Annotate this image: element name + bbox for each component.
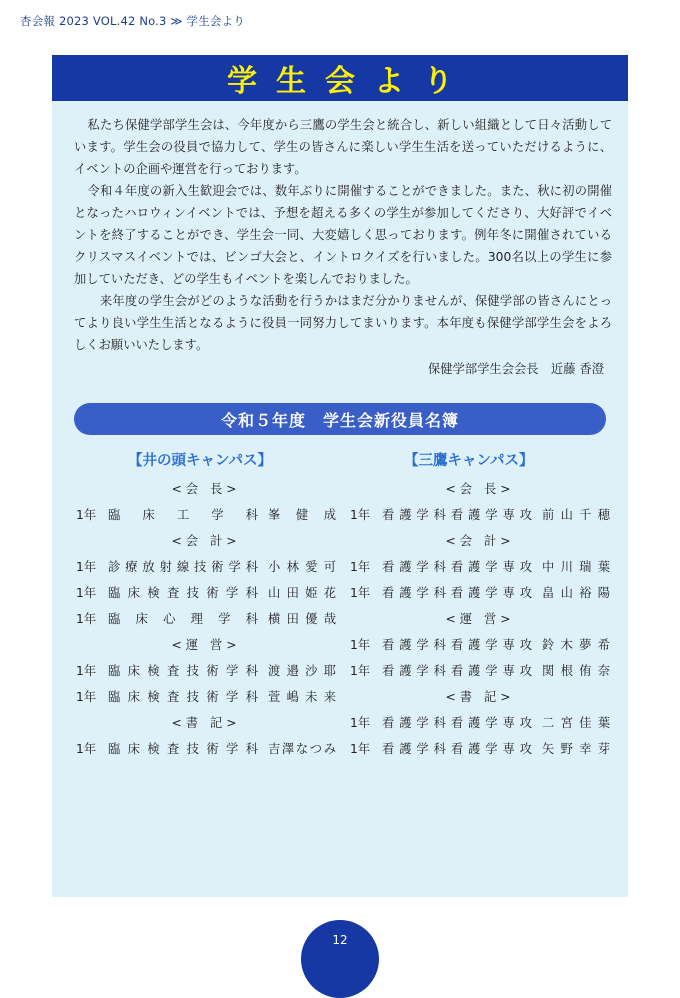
member-department: 診療放射線技術学科 bbox=[108, 560, 258, 574]
member-name: 畠山裕陽 bbox=[542, 586, 610, 600]
spacer bbox=[258, 584, 268, 610]
member-department: 看護学科看護学専攻 bbox=[382, 586, 532, 600]
spacer bbox=[258, 662, 268, 688]
member-row bbox=[76, 688, 336, 714]
member-grade: 1年 bbox=[350, 664, 371, 678]
article-paragraph: 来年度の学生会がどのような活動を行うかはまだ分かりませんが、保健学部の皆さんにとってより良い学生生活となるように役員一同努力してまいります。本年度も保健学部学生会をよろしくお願いいたします。 bbox=[74, 294, 612, 352]
article-signature: 保健学部学生会会長 近藤 香澄 bbox=[427, 362, 604, 376]
campus-heading-mitaka: 【三鷹キャンパス】 bbox=[404, 453, 534, 469]
role-heading: <会 長> bbox=[171, 482, 241, 496]
member-department: 臨床検査技術学科 bbox=[108, 586, 258, 600]
member-row bbox=[76, 558, 336, 584]
member-row bbox=[76, 584, 336, 610]
member-department: 看護学科看護学専攻 bbox=[382, 742, 532, 756]
member-row bbox=[76, 662, 336, 688]
article-body bbox=[74, 114, 612, 380]
roster-title bbox=[74, 403, 606, 435]
member-grade: 1年 bbox=[350, 638, 371, 652]
spacer bbox=[258, 558, 268, 584]
member-grade: 1年 bbox=[76, 664, 97, 678]
roster-column-mitaka bbox=[350, 480, 610, 766]
section-banner bbox=[52, 55, 628, 101]
member-name: 渡邉沙耶 bbox=[268, 664, 336, 678]
spacer bbox=[532, 558, 542, 584]
campus-heading-inokashira: 【井の頭キャンパス】 bbox=[128, 453, 272, 469]
spacer bbox=[532, 636, 542, 662]
member-name: 横田優哉 bbox=[268, 612, 336, 626]
spacer bbox=[532, 662, 542, 688]
member-grade: 1年 bbox=[76, 560, 97, 574]
member-name: 峯健成 bbox=[268, 508, 336, 522]
member-name: 中川瑞葉 bbox=[542, 560, 610, 574]
member-grade: 1年 bbox=[350, 508, 371, 522]
member-department: 臨床検査技術学科 bbox=[108, 664, 258, 678]
spacer bbox=[258, 506, 268, 532]
member-name: 前山千穂 bbox=[542, 508, 610, 522]
article-paragraph: 令和４年度の新入生歓迎会では、数年ぶりに開催することができました。また、秋に初の開催となったハロウィンイベントでは、予想を超える多くの学生が参加してくださり、大好評でイベントを終了することができ、学生会一同、大変嬉しく思っております。例年冬に開催されているクリスマスイベントでは、ビンゴ大会と、イントロクイズを行いました。300名以上の学生に参加していただき、どの学生もイベントを楽しんでおりました。 bbox=[74, 184, 612, 286]
member-department: 看護学科看護学専攻 bbox=[382, 638, 532, 652]
article-paragraph: 私たち保健学部学生会は、今年度から三鷹の学生会と統合し、新しい組織として日々活動しています。学生会の役員で協力して、学生の皆さんに楽しい学生生活を送っていただけるように、イベントの企画や運営を行っております。 bbox=[74, 118, 612, 176]
breadcrumb[interactable]: 杏会報 2023 VOL.42 No.3 ≫ 学生会より bbox=[20, 14, 246, 28]
member-grade: 1年 bbox=[76, 690, 97, 704]
member-row bbox=[350, 584, 610, 610]
section-title: 学生会より bbox=[227, 64, 472, 99]
member-name: 萱嶋未来 bbox=[268, 690, 336, 704]
member-grade: 1年 bbox=[76, 508, 97, 522]
member-department: 看護学科看護学専攻 bbox=[382, 716, 532, 730]
page-number-tab bbox=[301, 920, 379, 998]
member-row bbox=[76, 740, 336, 766]
role-heading: <会 計> bbox=[171, 534, 241, 548]
roster-column-inokashira bbox=[76, 480, 336, 766]
spacer bbox=[532, 714, 542, 740]
member-grade: 1年 bbox=[350, 742, 371, 756]
spacer bbox=[532, 506, 542, 532]
member-row bbox=[350, 662, 610, 688]
member-name: 二宮佳葉 bbox=[542, 716, 610, 730]
spacer bbox=[258, 688, 268, 714]
roster-title-text: 令和５年度 学生会新役員名簿 bbox=[220, 410, 459, 430]
member-department: 看護学科看護学専攻 bbox=[382, 560, 532, 574]
member-row bbox=[350, 740, 610, 766]
member-department: 臨床心理学科 bbox=[108, 612, 258, 626]
member-row bbox=[76, 610, 336, 636]
member-name: 吉澤なつみ bbox=[268, 742, 336, 756]
spacer bbox=[258, 610, 268, 636]
member-department: 臨床検査技術学科 bbox=[108, 742, 258, 756]
member-row bbox=[350, 636, 610, 662]
role-heading: <運 営> bbox=[445, 612, 515, 626]
member-name: 小林愛可 bbox=[268, 560, 336, 574]
member-grade: 1年 bbox=[76, 742, 97, 756]
role-heading: <書 記> bbox=[445, 690, 515, 704]
spacer bbox=[532, 584, 542, 610]
member-name: 鈴木夢希 bbox=[542, 638, 610, 652]
member-grade: 1年 bbox=[350, 716, 371, 730]
role-heading: <運 営> bbox=[171, 638, 241, 652]
member-grade: 1年 bbox=[76, 612, 97, 626]
member-row bbox=[76, 506, 336, 532]
spacer bbox=[532, 740, 542, 766]
member-department: 看護学科看護学専攻 bbox=[382, 664, 532, 678]
member-name: 関根侑奈 bbox=[542, 664, 610, 678]
member-row bbox=[350, 506, 610, 532]
member-grade: 1年 bbox=[350, 560, 371, 574]
member-grade: 1年 bbox=[76, 586, 97, 600]
role-heading: <会 計> bbox=[445, 534, 515, 548]
member-name: 山田姫花 bbox=[268, 586, 336, 600]
role-heading: <書 記> bbox=[171, 716, 241, 730]
page-number: 12 bbox=[332, 933, 348, 947]
member-name: 矢野幸芽 bbox=[542, 742, 610, 756]
spacer bbox=[258, 740, 268, 766]
member-row bbox=[350, 558, 610, 584]
member-grade: 1年 bbox=[350, 586, 371, 600]
member-department: 看護学科看護学専攻 bbox=[382, 508, 532, 522]
role-heading: <会 長> bbox=[445, 482, 515, 496]
member-row bbox=[350, 714, 610, 740]
member-department: 臨床工学科 bbox=[108, 508, 258, 522]
member-department: 臨床検査技術学科 bbox=[108, 690, 258, 704]
